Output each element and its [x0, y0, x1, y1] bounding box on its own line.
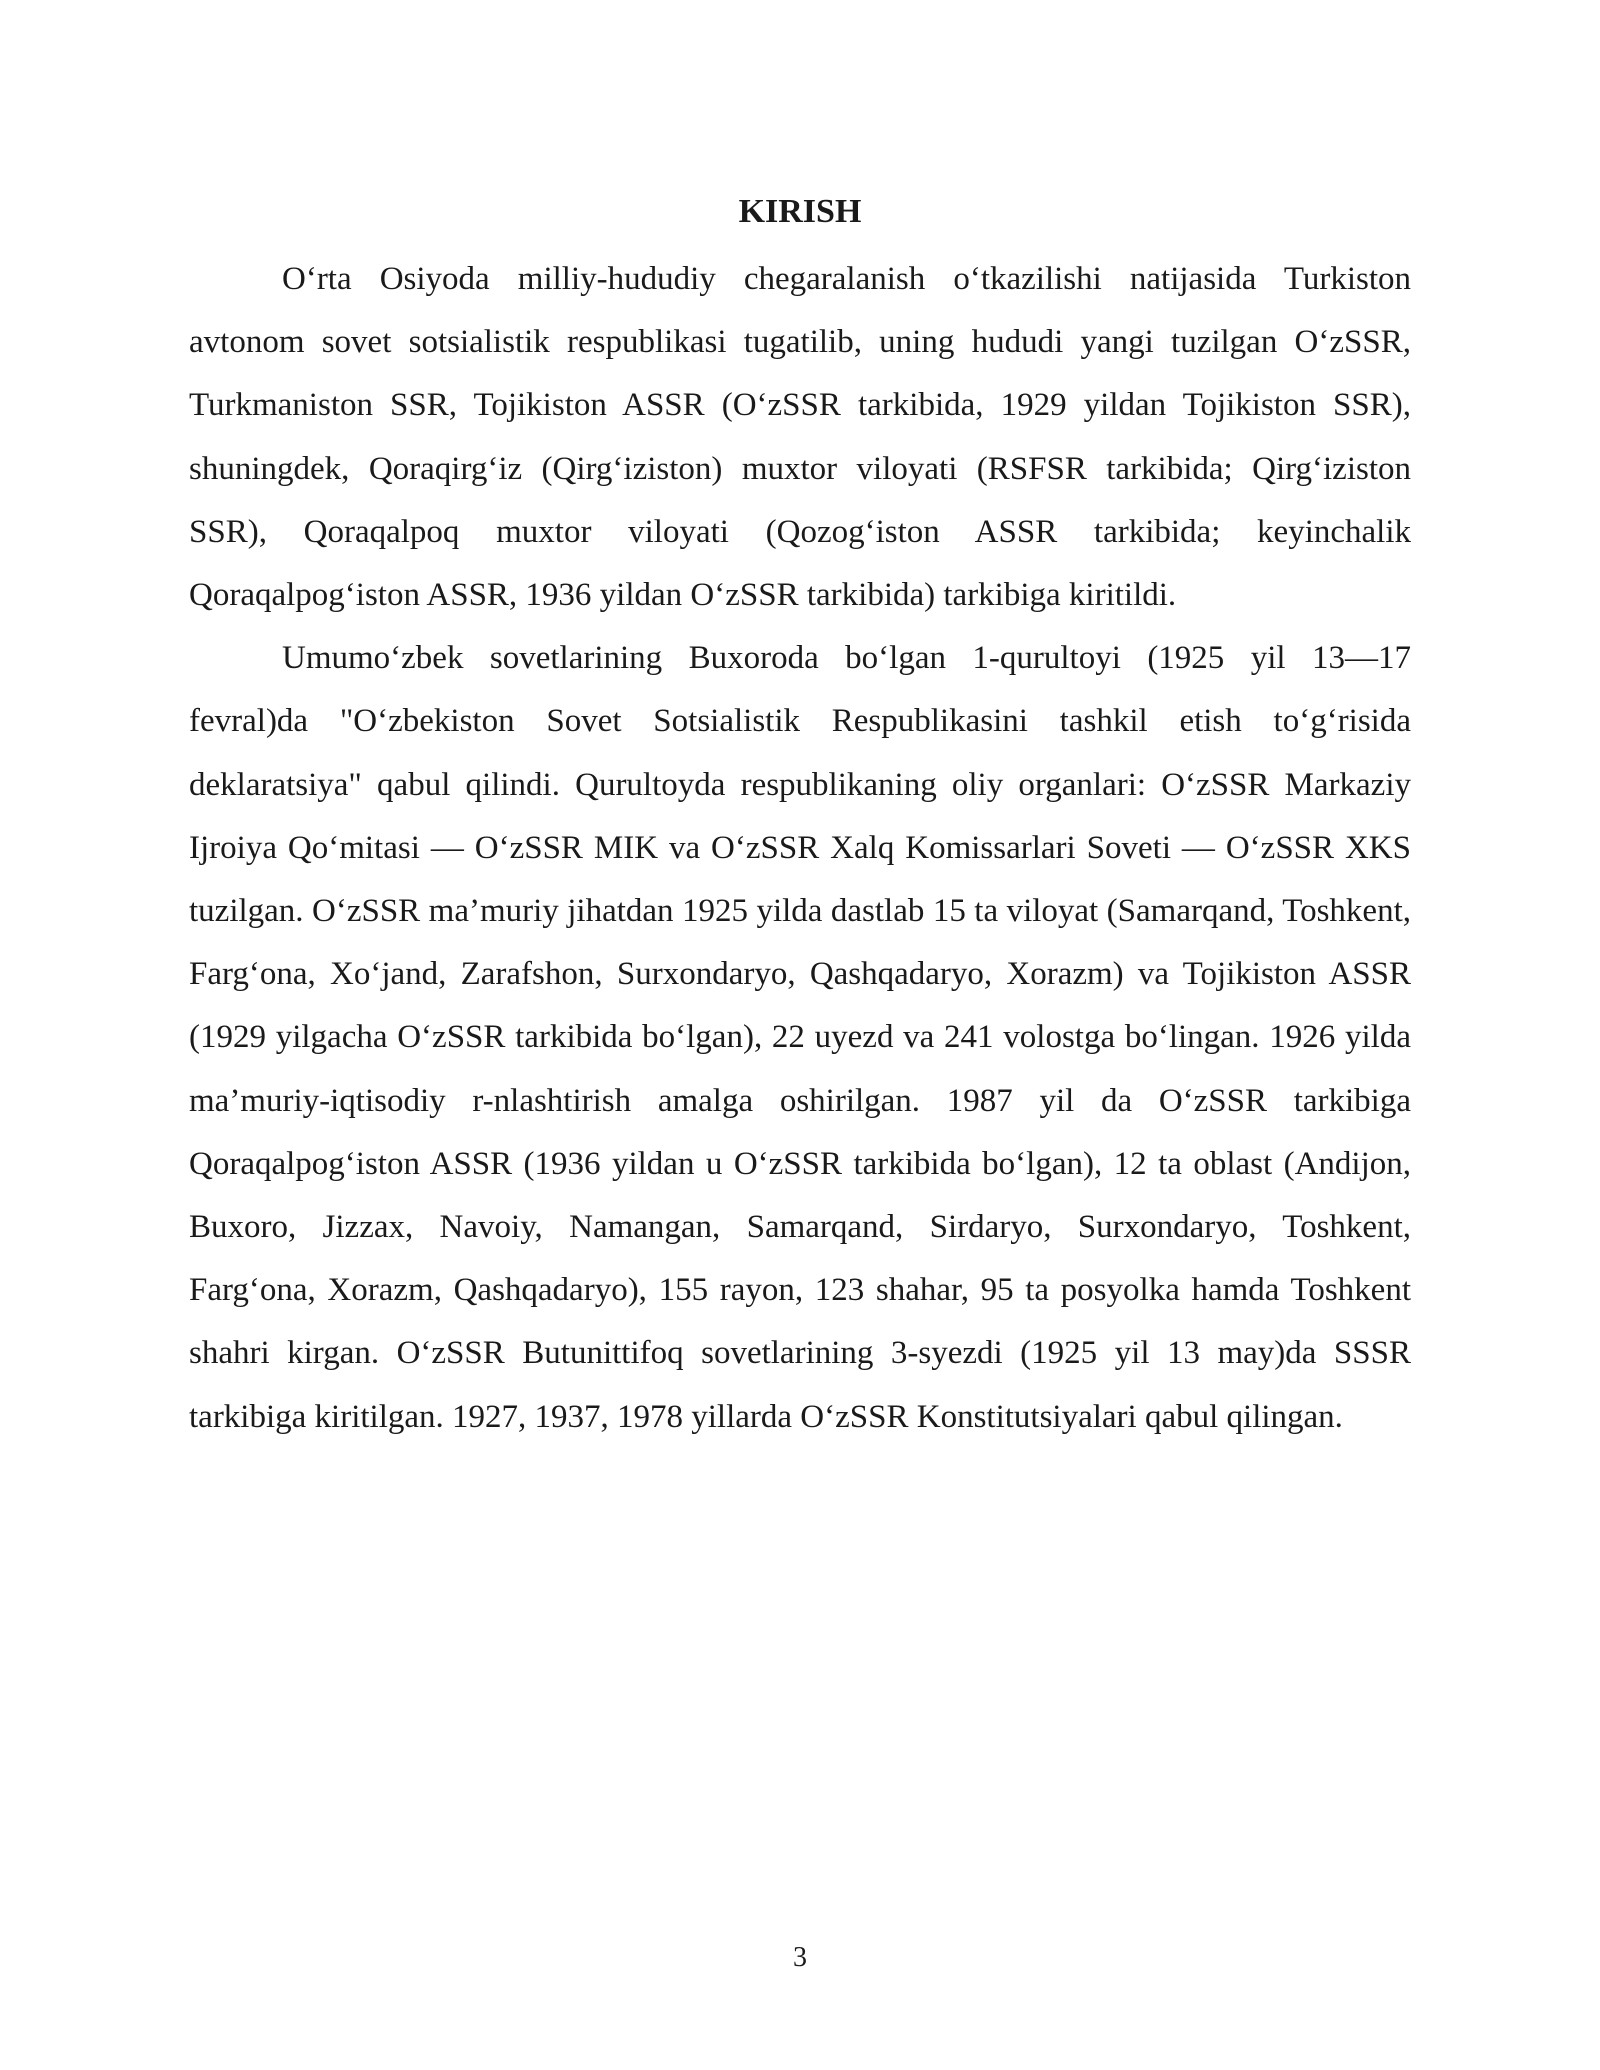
page-title: KIRISH — [738, 193, 862, 230]
page-content — [189, 186, 1411, 1449]
page-number: 3 — [793, 1942, 807, 1973]
paragraph-1: O‘rta Osiyoda milliy-hududiy chegaralanish o‘tkazilishi natijasida Turkiston avtonom sovet sotsialistik respublikasi tugatilib, uning hududi yangi tuzilgan O‘zSSR, Turkmaniston SSR, Tojikiston ASSR (O‘zSSR tarkibida, 1929 yildan Tojikiston SSR), shuningdek, Qoraqirg‘iz (Qirg‘iziston) muxtor viloyati (RSFSR tarkibida; Qirg‘iziston SSR), Qoraqalpoq muxtor viloyati (Qozog‘iston ASSR tarkibida; keyinchalik Qoraqalpog‘iston ASSR, 1936 yildan O‘zSSR tarkibida) tarkibiga kiritildi. — [189, 261, 1411, 614]
paragraph-2: Umumo‘zbek sovetlarining Buxoroda bo‘lgan 1-qurultoyi (1925 yil 13—17 fevral)da "O‘zbekiston Sovet Sotsialistik Respublikasini tashkil etish to‘g‘risida deklaratsiya" qabul qilindi. Qurultoyda respublikaning oliy organlari: O‘zSSR Markaziy Ijroiya Qo‘mitasi — O‘zSSR MIK va O‘zSSR Xalq Komissarlari Soveti — O‘zSSR XKS tuzilgan. O‘zSSR ma’muriy jihatdan 1925 yilda dastlab 15 ta viloyat (Samarqand, Toshkent, Farg‘ona, Xo‘jand, Zarafshon, Surxondaryo, Qashqadaryo, Xorazm) va Tojikiston ASSR (1929 yilgacha O‘zSSR tarkibida bo‘lgan), 22 uyezd va 241 volostga bo‘lingan. 1926 yilda ma’muriy-iqtisodiy r-nlashtirish amalga oshirilgan. 1987 yil da O‘zSSR tarkibiga Qoraqalpog‘iston ASSR (1936 yildan u O‘zSSR tarkibida bo‘lgan), 12 ta oblast (Andijon, Buxoro, Jizzax, Navoiy, Namangan, Samarqand, Sirdaryo, Surxondaryo, Toshkent, Farg‘ona, Xorazm, Qashqadaryo), 155 rayon, 123 shahar, 95 ta posyolka hamda Toshkent shahri kirgan. O‘zSSR Butunittifoq sovetlarining 3-syezdi (1925 yil 13 may)da SSSR tarkibiga kiritilgan. 1927, 1937, 1978 yillarda O‘zSSR Konstitutsiyalari qabul qilingan. — [189, 640, 1411, 1435]
